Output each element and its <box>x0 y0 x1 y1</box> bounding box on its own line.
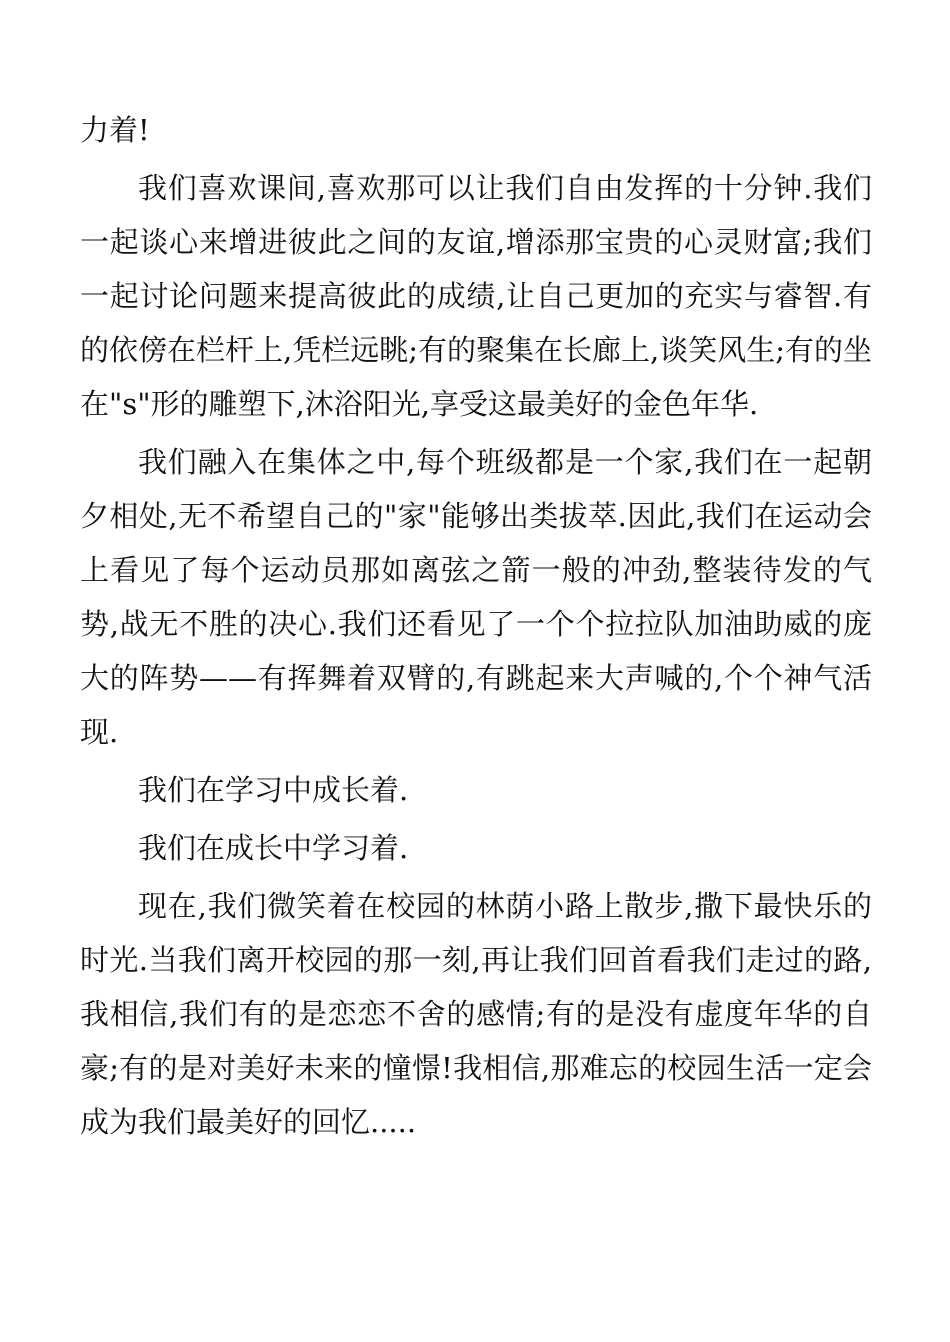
paragraph-3: 我们融入在集体之中,每个班级都是一个家,我们在一起朝夕相处,无不希望自己的"家"能够出类拔萃.因此,我们在运动会上看见了每个运动员那如离弦之箭一般的冲劲,整装待发的气势,战无不胜的决心.我们还看见了一个个拉拉队加油助威的庞大的阵势——有挥舞着双臂的,有跳起来大声喊的,个个神气活现. <box>80 445 872 749</box>
paragraph-5: 我们在成长中学习着. <box>138 831 409 865</box>
paragraph-1: 力着! <box>80 113 150 147</box>
paragraph-4: 我们在学习中成长着. <box>138 773 409 807</box>
paragraph-2: 我们喜欢课间,喜欢那可以让我们自由发挥的十分钟.我们一起谈心来增进彼此之间的友谊,增添那宝贵的心灵财富;我们一起讨论问题来提高彼此的成绩,让自己更加的充实与睿智.有的依傍在栏杆上,凭栏远眺;有的聚集在长廊上,谈笑风生;有的坐在"s"形的雕塑下,沐浴阳光,享受这最美好的金色年华. <box>80 171 872 421</box>
paragraph-6: 现在,我们微笑着在校园的林荫小路上散步,撒下最快乐的时光.当我们离开校园的那一刻,再让我们回首看我们走过的路,我相信,我们有的是恋恋不舍的感情;有的是没有虚度年华的自豪;有的是对美好未来的憧憬!我相信,那难忘的校园生活一定会成为我们最美好的回忆..... <box>80 889 872 1139</box>
document-body <box>80 103 872 1149</box>
